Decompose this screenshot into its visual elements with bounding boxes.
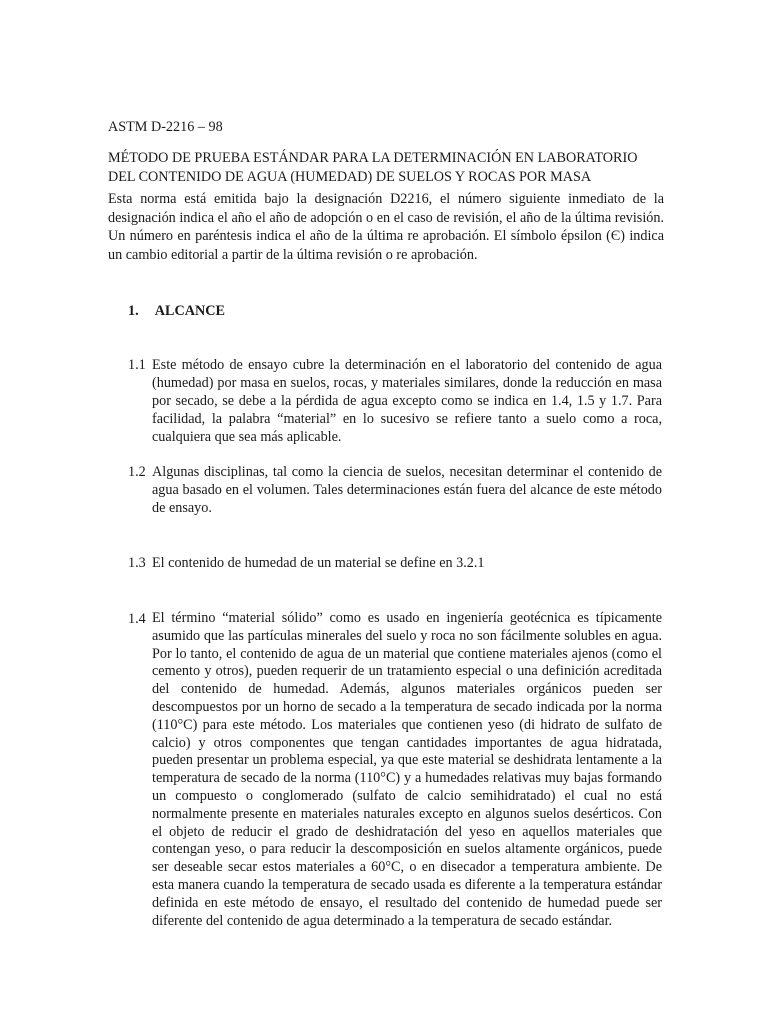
section-number: 1. bbox=[128, 303, 139, 319]
clause-1-4 bbox=[128, 610, 662, 930]
intro-paragraph: Esta norma está emitida bajo la designación D2216, el número siguiente inmediato de la designación indica el año el año de adopción o en el caso de revisión, el año de la última revisión. Un número en paréntesis indica el año de la última re aprobación. El símbolo épsilon (Є) indica un cambio editorial a partir de la última revisión o re aprobación. bbox=[108, 191, 664, 263]
clause-text: El término “material sólido” como es usado en ingeniería geotécnica es típicamente asumido que las partículas minerales del suelo y roca no son fácilmente solubles en agua. Por lo tanto, el contenido de agua de un material que contiene materiales ajenos (como el cemento y otros), pueden requerir de un tratamiento especial o una definición acreditada del contenido de humedad. Además, algunos materiales orgánicos pueden ser descompuestos por un horno de secado a la temperatura de secado indicada por la norma (110°C) para este método. Los materiales que contienen yeso (di hidrato de sulfato de calcio) y otros componentes que tengan cantidades importantes de agua hidratada, pueden presentar un problema especial, ya que este material se deshidrata lentamente a la temperatura de secado de la norma (110°C) y a humedades relativas muy bajas formando un compuesto o conglomerado (sulfato de calcio semihidratado) el cual no está normalmente presente en materiales naturales excepto en algunos suelos desérticos. Con el objeto de reducir el grado de deshidratación del yeso en aquellos materiales que contengan yeso, o para reducir la descomposición en suelos altamente orgánicos, puede ser deseable secar estos materiales a 60°C, o en disecador a temperatura ambiente. De esta manera cuando la temperatura de secado usada es diferente a la temperatura estándar definida en este método de ensayo, el resultado del contenido de humedad puede ser diferente del contenido de agua determinado a la temperatura de secado estándar. bbox=[152, 610, 662, 929]
section-heading bbox=[128, 302, 225, 320]
clause-number: 1.1 bbox=[128, 357, 146, 373]
clause-text: El contenido de humedad de un material se define en 3.2.1 bbox=[152, 555, 485, 571]
clause-number: 1.3 bbox=[128, 555, 146, 571]
standard-code: ASTM D-2216 – 98 bbox=[108, 119, 223, 135]
clause-text: Algunas disciplinas, tal como la ciencia de suelos, necesitan determinar el contenido de agua basado en el volumen. Tales determinaciones están fuera del alcance de este método de ensayo. bbox=[152, 464, 662, 516]
clause-number: 1.4 bbox=[128, 611, 146, 627]
clause-text: Este método de ensayo cubre la determinación en el laboratorio del contenido de agua (humedad) por masa en suelos, rocas, y materiales similares, donde la reducción en masa por secado, se debe a la pérdida de agua excepto como se indica en 1.4, 1.5 y 1.7. Para facilidad, la palabra “material” en lo sucesivo se refiere tanto a suelo como a roca, cualquiera que sea más aplicable. bbox=[152, 357, 662, 445]
clause-1-3 bbox=[128, 554, 662, 572]
clause-1-1 bbox=[128, 356, 662, 446]
section-title: ALCANCE bbox=[154, 303, 225, 319]
clause-number: 1.2 bbox=[128, 464, 146, 480]
document-title: MÉTODO DE PRUEBA ESTÁNDAR PARA LA DETERMINACIÓN EN LABORATORIO DEL CONTENIDO DE AGUA (HUMEDAD) DE SUELOS Y ROCAS POR MASA bbox=[108, 150, 638, 185]
clause-1-2 bbox=[128, 463, 662, 517]
